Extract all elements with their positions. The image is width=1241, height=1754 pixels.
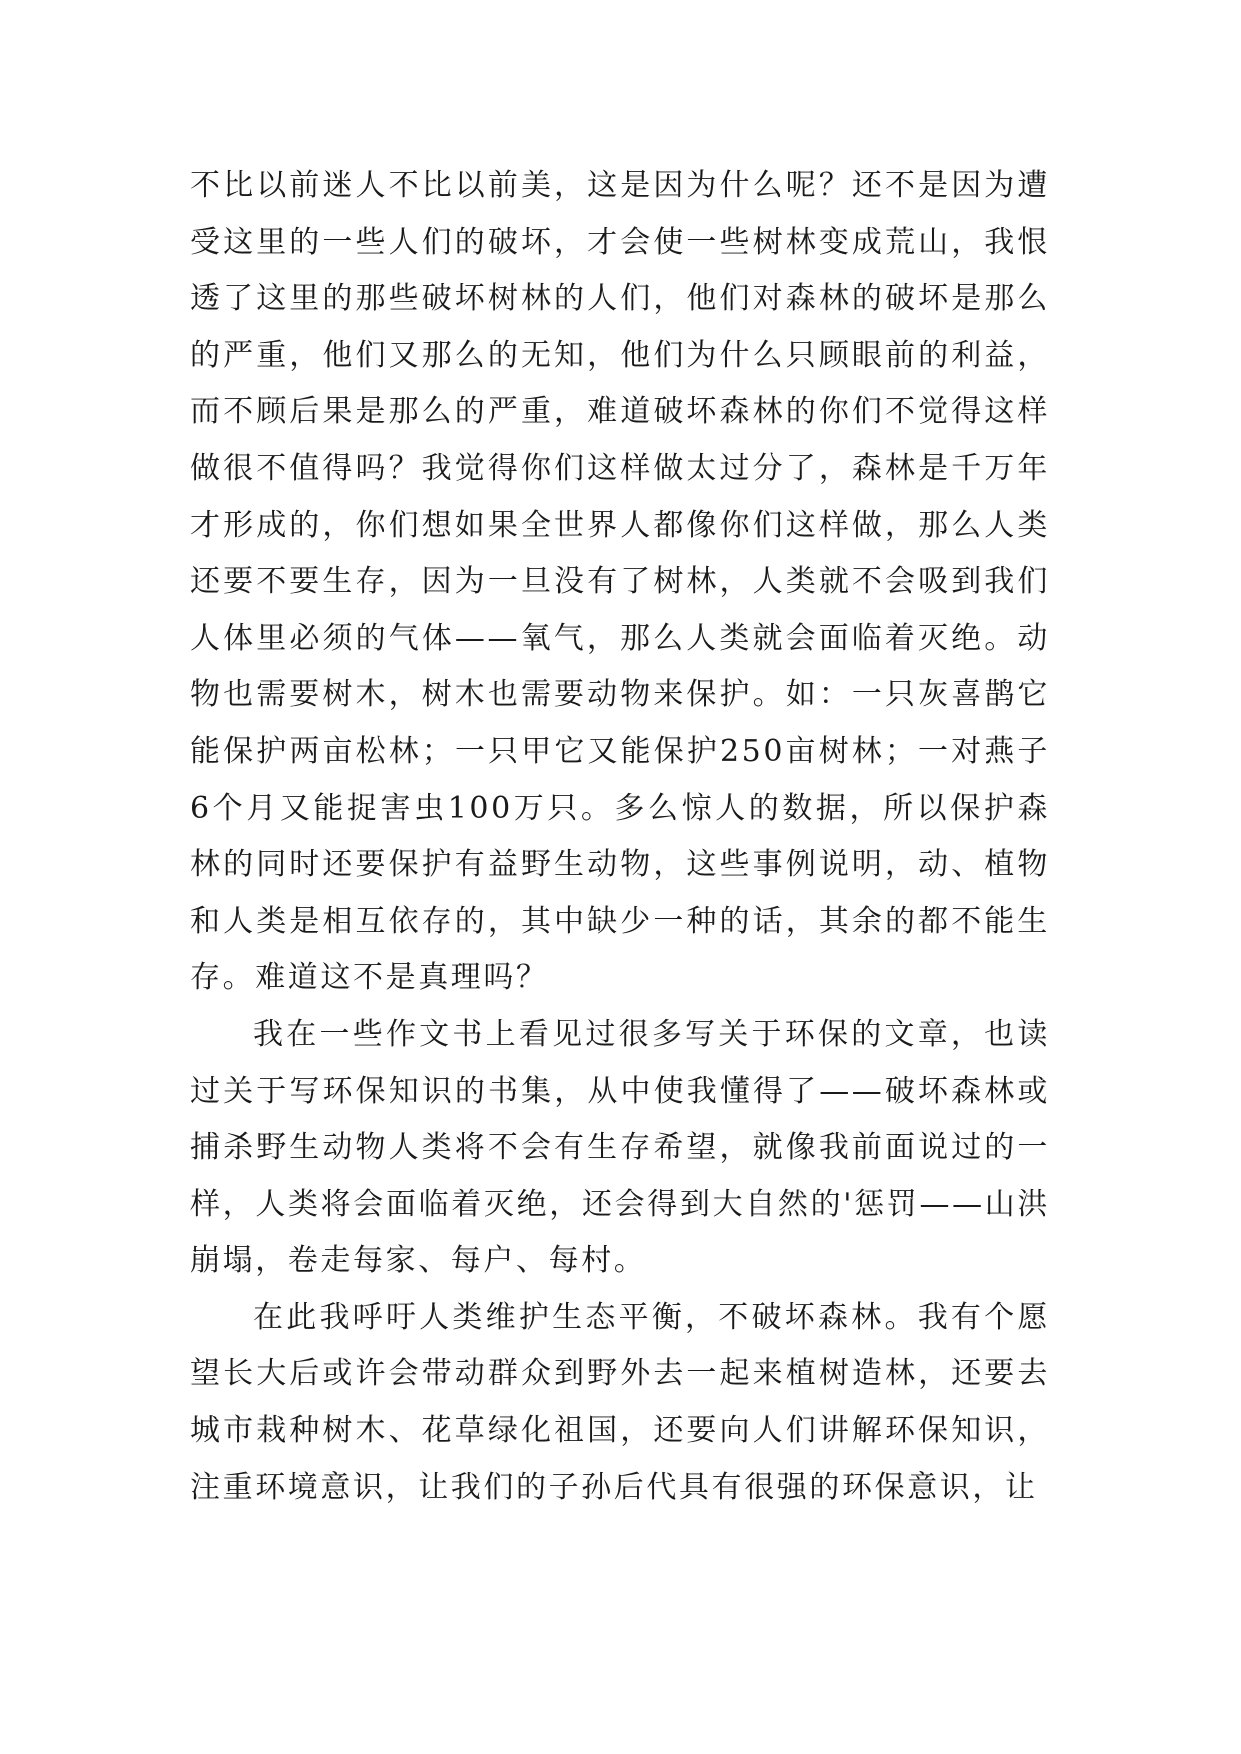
body-text <box>190 158 1050 1516</box>
paragraph-continued: 不比以前迷人不比以前美，这是因为什么呢？还不是因为遭受这里的一些人们的破坏，才会使一些树林变成荒山，我恨透了这里的那些破坏树林的人们，他们对森林的破坏是那么的严重，他们又那么的无知，他们为什么只顾眼前的利益，而不顾后果是那么的严重，难道破坏森林的你们不觉得这样做很不值得吗？我觉得你们这样做太过分了，森林是千万年才形成的，你们想如果全世界人都像你们这样做，那么人类还要不要生存，因为一旦没有了树林，人类就不会吸到我们人体里必须的气体——氧气，那么人类就会面临着灭绝。动物也需要树木，树木也需要动物来保护。如：一只灰喜鹊它能保护两亩松林；一只甲它又能保护250亩树林；一对燕子6个月又能捉害虫100万只。多么惊人的数据，所以保护森林的同时还要保护有益野生动物，这些事例说明，动、植物和人类是相互依存的，其中缺少一种的话，其余的都不能生存。难道这不是真理吗？ <box>190 168 1050 996</box>
paragraph-appeal: 在此我呼吁人类维护生态平衡，不破坏森林。我有个愿望长大后或许会带动群众到野外去一起来植树造林，还要去城市栽种树木、花草绿化祖国，还要向人们讲解环保知识，注重环境意识，让我们的子孙后代具有很强的环保意识，让 <box>190 1299 1050 1505</box>
paragraph-environment-books: 我在一些作文书上看见过很多写关于环保的文章，也读过关于写环保知识的书集，从中使我懂得了——破坏森林或捕杀野生动物人类将不会有生存希望，就像我前面说过的一样，人类将会面临着灭绝，还会得到大自然的'惩罚——山洪崩塌，卷走每家、每户、每村。 <box>190 1016 1050 1279</box>
